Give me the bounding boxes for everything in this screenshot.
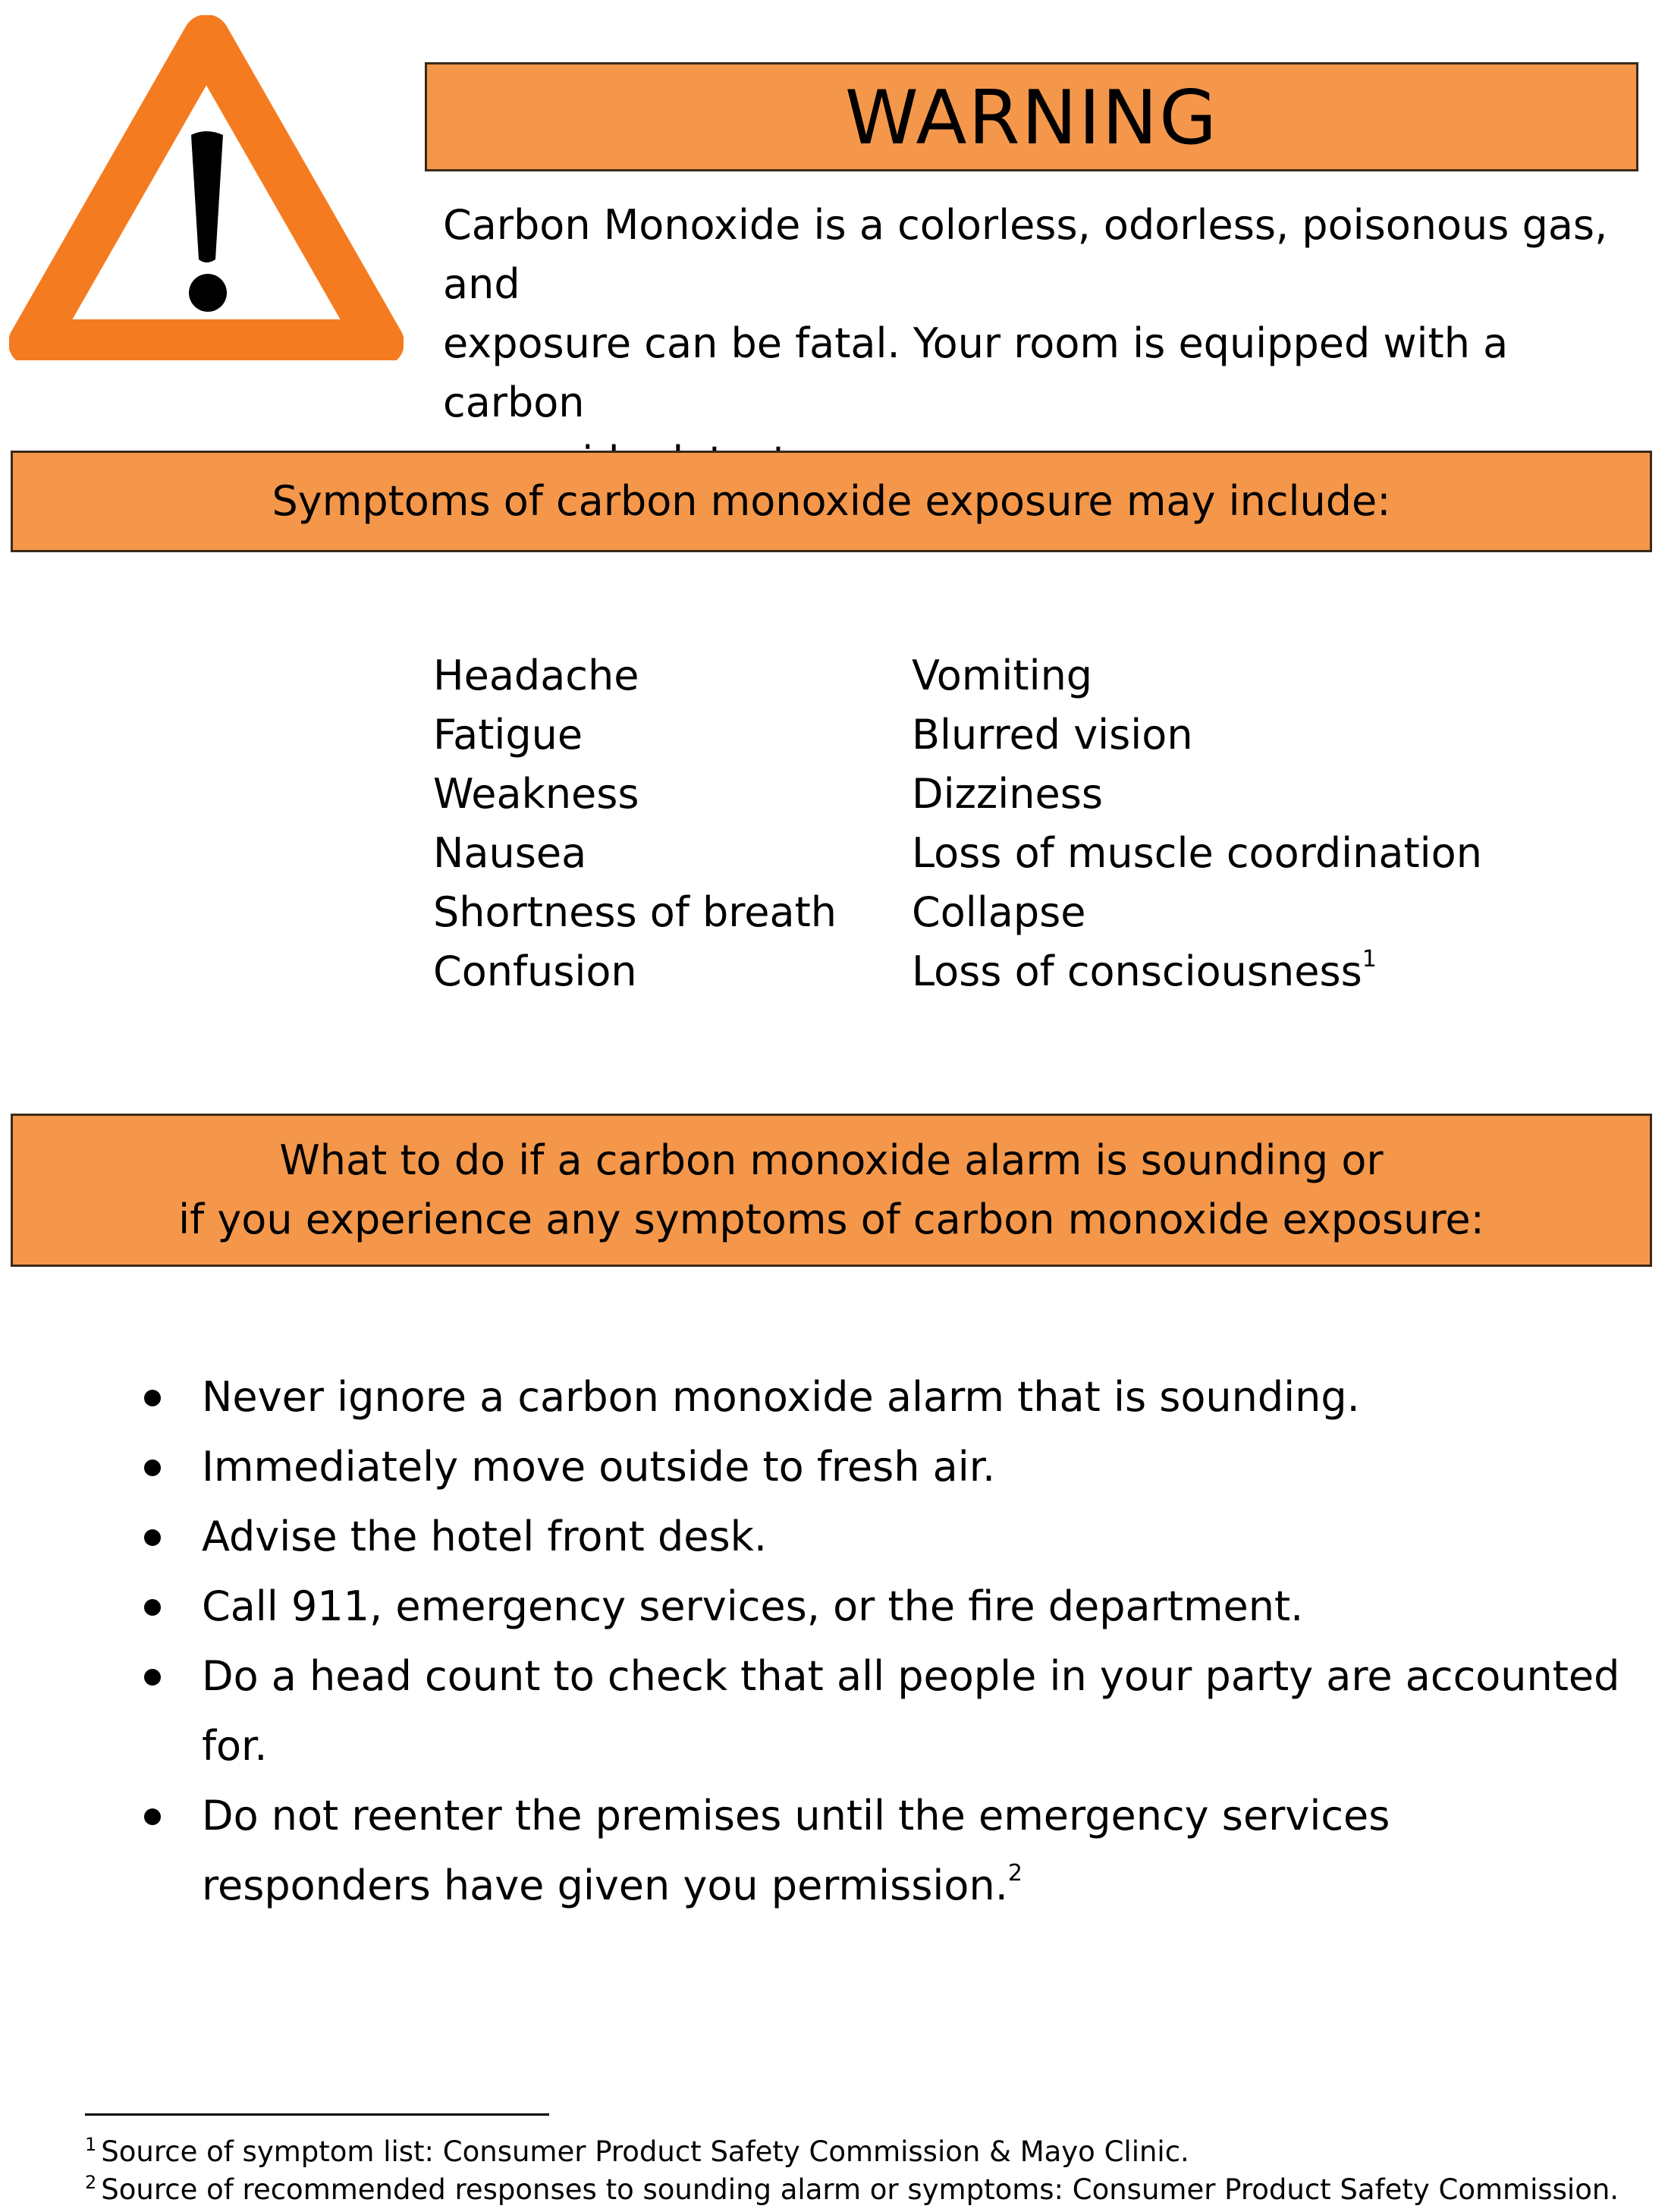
intro-line: Carbon Monoxide is a colorless, odorless, poisonous gas, and [443,201,1608,308]
footnote-ref-2: 2 [1007,1860,1022,1887]
footnote-divider [85,2113,549,2116]
actions-heading-line: if you experience any symptoms of carbon monoxide exposure: [178,1196,1484,1243]
action-text: Never ignore a carbon monoxide alarm that is sounding. [202,1373,1360,1421]
action-item [144,1362,1631,1432]
bullet-icon [144,1808,161,1825]
symptom-item: Fatigue [433,711,583,759]
action-text: Immediately move outside to fresh air. [202,1443,996,1491]
symptom-text: Loss of consciousness [912,947,1362,995]
symptom-item: Nausea [433,829,587,877]
action-text: Do not reenter the premises until the emergency services responders have given you permission. [202,1792,1390,1909]
bullet-icon [144,1669,161,1686]
symptom-item: Blurred vision [912,711,1193,759]
bullet-icon [144,1459,161,1476]
action-item [144,1432,1631,1502]
actions-heading-line: What to do if a carbon monoxide alarm is sounding or [279,1136,1384,1184]
symptom-item: Vomiting [912,652,1093,699]
action-text: Advise the hotel front desk. [202,1513,768,1560]
symptom-item: Loss of muscle coordination [912,829,1482,877]
bullet-icon [144,1390,161,1406]
bullet-icon [144,1599,161,1616]
symptoms-right-column [912,646,1482,1001]
symptom-item: Confusion [433,947,637,995]
actions-banner [11,1114,1652,1267]
footnote-text: Source of symptom list: Consumer Product Safety Commission & Mayo Clinic. [101,2135,1189,2168]
symptom-item: Dizziness [912,770,1103,818]
intro-line: exposure can be fatal. Your room is equipped with a carbon [443,319,1509,426]
action-item-last [144,1781,1631,1921]
symptom-item: Shortness of breath [433,888,837,936]
symptoms-left-column [433,646,837,1001]
warning-title: WARNING [844,75,1219,162]
action-item [144,1642,1631,1781]
action-text: Call 911, emergency services, or the fire department. [202,1582,1304,1630]
warning-banner [425,62,1638,171]
exclamation-dot [189,274,227,312]
footnote-2 [85,2171,1619,2212]
footnote-ref-1: 1 [1362,946,1377,972]
symptom-item: Collapse [912,888,1086,936]
symptom-item: Headache [433,652,639,699]
symptoms-banner [11,451,1652,552]
bullet-icon [144,1529,161,1546]
symptom-item: Weakness [433,770,639,818]
action-item [144,1572,1631,1642]
footnote-mark: 2 [85,2172,97,2193]
warning-triangle-icon [9,15,404,360]
footnote-mark: 1 [85,2134,97,2155]
footnote-text: Source of recommended responses to sounding alarm or symptoms: Consumer Product Safety Commission. [101,2173,1619,2206]
intro-paragraph [443,196,1649,492]
actions-list [144,1362,1631,1921]
symptoms-heading: Symptoms of carbon monoxide exposure may include: [272,477,1391,525]
footnote-1 [85,2133,1189,2174]
symptom-item-last [912,942,1482,1001]
action-text: Do a head count to check that all people in your party are accounted for. [202,1652,1620,1770]
action-item [144,1502,1631,1572]
